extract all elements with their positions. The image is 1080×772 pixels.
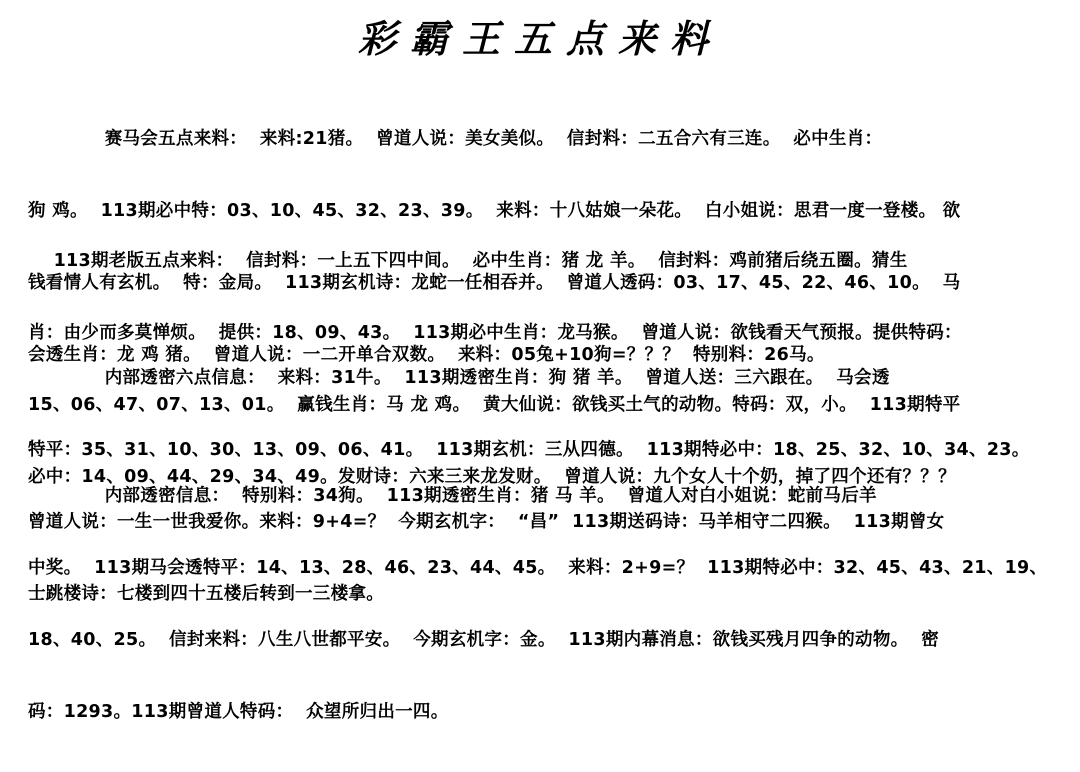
text-line: 士跳楼诗：七楼到四十五楼后转到一三楼拿。 — [28, 584, 384, 604]
text-line: 特平：35、31、10、30、13、09、06、41。 113期玄机：三从四德。 113期特必中：18、25、32、10、34、23。 — [28, 440, 1030, 460]
paragraph-internal-info — [28, 436, 1056, 772]
text-line: 赛马会五点来料： 来料:21猪。 曾道人说：美女美似。 信封料：二五合六有三连。 必中生肖： — [28, 129, 883, 149]
text-line: 肖：由少而多莫惮烦。 提供：18、09、43。 113期必中生肖：龙马猴。 曾道人说：欲钱看天气预报。提供特码： — [28, 323, 962, 343]
page-title: 彩霸王五点来料 — [357, 16, 722, 61]
text-line: 内部透密六点信息： 来料：31牛。 113期透密生肖：狗 猪 羊。 曾道人送：三六跟在。 马会透 — [28, 368, 890, 388]
text-line: 15、06、47、07、13、01。 赢钱生肖：马 龙 鸡。 黄大仙说：欲钱买土气的动物。特码：双，小。 113期特平 — [28, 395, 961, 415]
text-line: 钱看情人有玄机。 特：金局。 113期玄机诗：龙蛇一任相吞并。 曾道人透码：03、17、45、22、46、10。 马 — [28, 273, 961, 293]
text-line: 必中：14、09、44、29、34、49。发财诗：六来三来龙发财。 曾道人说：九个女人十个奶，掉了四个还有？？？ — [28, 467, 956, 487]
text-line: 曾道人说：一生一世我爱你。来料：9+4=？ 今期玄机字： “昌” 113期送码诗：马羊相守二四猴。 113期曾女 — [28, 512, 945, 532]
text-line: 狗 鸡。 113期必中特：03、10、45、32、23、39。 来料：十八姑娘一朵花。 白小姐说：思君一度一登楼。 欲 — [28, 201, 961, 221]
text-line: 会透生肖：龙 鸡 猪。 曾道人说：一二开单合双数。 来料：05兔+10狗=？？？ 特别料：26马。 — [28, 345, 825, 365]
text-line: 内部透密信息： 特别料：34狗。 113期透密生肖：猪 马 羊。 曾道人对白小姐说：蛇前马后羊 — [28, 486, 877, 506]
text-line: 18、40、25。 信封来料：八生八世都平安。 今期玄机字：金。 113期内幕消息：欲钱买残月四争的动物。 密 — [28, 630, 940, 650]
text-line: 113期老版五点来料： 信封料：一上五下四中间。 必中生肖：猪 龙 羊。 信封料：鸡前猪后绕五圈。猜生 — [28, 251, 908, 271]
text-line: 码：1293。113期曾道人特码： 众望所归出一四。 — [28, 702, 449, 722]
text-line: 中奖。 113期马会透特平：14、13、28、46、23、44、45。 来料：2+9=？ 113期特必中：32、45、43、21、19、 — [28, 558, 1048, 578]
